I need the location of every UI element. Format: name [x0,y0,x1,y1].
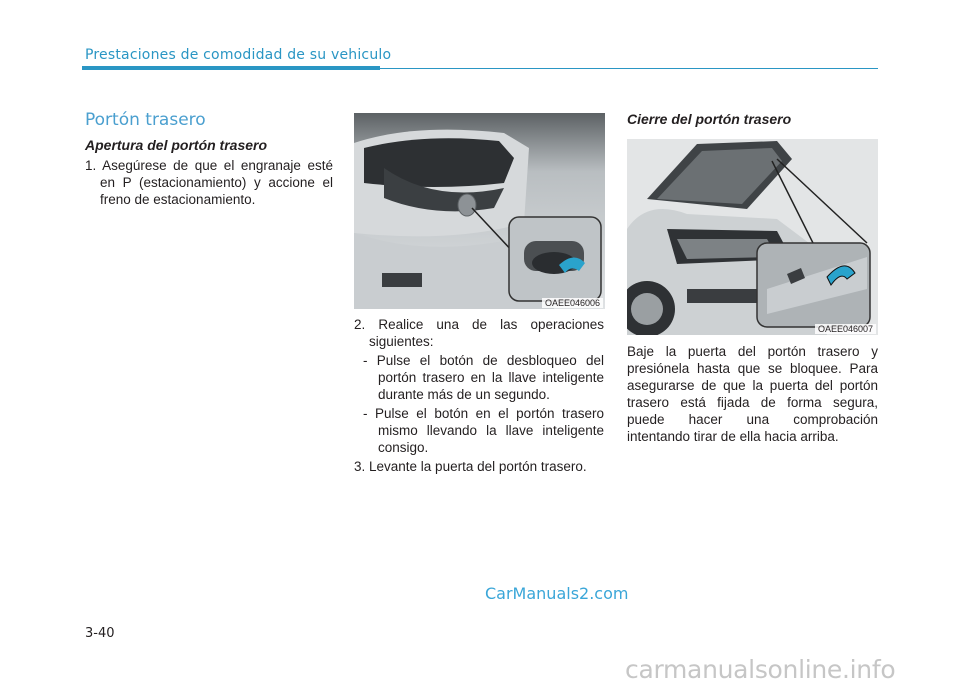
closing-instructions: Baje la puerta del portón trasero y presiónela hasta que se bloquee. Para asegurarse de que la puerta del portón trasero está fijada de forma segura, puede hacer una comprobación intentando tirar de ella hacia arriba. [627,344,878,444]
opening-option1: - Pulse el botón de desbloqueo del portón trasero en la llave inteligente durante más de un segundo. [363,353,604,402]
closing-text-block [627,343,878,445]
opening-step1-block [85,157,333,208]
section-title: Portón trasero [85,110,206,130]
tailgate-button-illustration [354,113,605,309]
page-header-title: Prestaciones de comodidad de su vehiculo [85,47,392,63]
tailgate-close-illustration [627,139,878,335]
watermark-carmanualsonline[interactable]: carmanualsonline.info [625,655,896,684]
watermark-carmanuals2[interactable]: CarManuals2.com [485,584,629,603]
image-code-2: OAEE046007 [815,324,876,334]
opening-step3: 3. Levante la puerta del portón trasero. [354,459,587,474]
closing-subtitle: Cierre del portón trasero [627,111,792,127]
image-code-1: OAEE046006 [542,298,603,308]
opening-step1: 1. Asegúrese de que el engranaje esté en P (estacionamiento) y accione el freno de estacionamiento. [85,158,333,207]
header-rule [380,68,878,69]
opening-steps-block [354,316,604,475]
opening-subtitle: Apertura del portón trasero [85,137,268,153]
page-number: 3-40 [85,626,115,641]
car-rear-open-button-icon [354,113,605,309]
header-accent-bar [82,66,380,70]
car-rear-tailgate-closing-icon [627,139,878,335]
opening-option2: - Pulse el botón en el portón trasero mismo llevando la llave inteligente consigo. [363,406,604,455]
opening-step2: 2. Realice una de las operaciones siguientes: [354,317,604,349]
